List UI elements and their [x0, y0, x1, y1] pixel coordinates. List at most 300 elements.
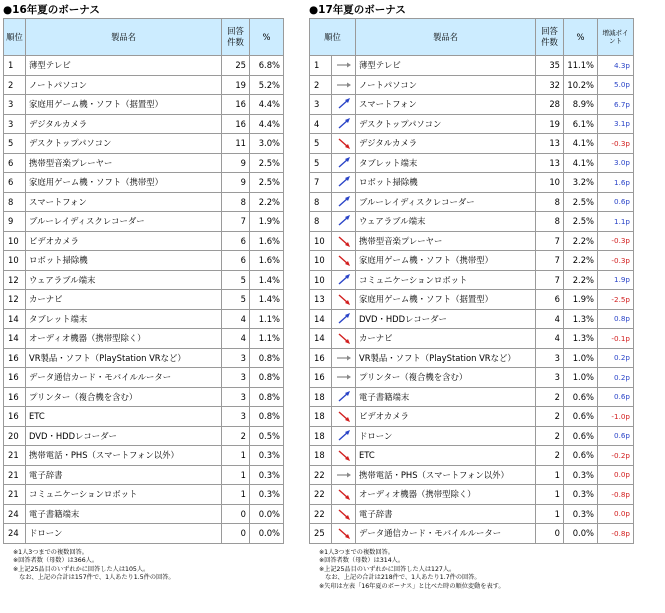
- trend-same-arrow-icon: [332, 56, 356, 76]
- rank-cell: 14: [4, 309, 26, 329]
- change-points-cell: 0.0p: [598, 504, 634, 524]
- product-name-cell: デジタルカメラ: [356, 134, 536, 154]
- count-cell: 8: [222, 192, 250, 212]
- count-cell: 1: [222, 446, 250, 466]
- footnote-line: ※1人3つまでの複数回答。: [319, 548, 394, 556]
- percent-cell: 2.5%: [250, 153, 284, 173]
- percent-cell: 0.6%: [564, 407, 598, 427]
- percent-cell: 10.2%: [564, 75, 598, 95]
- change-points-cell: -0.2p: [598, 446, 634, 466]
- footnotes: [3, 549, 302, 583]
- percent-cell: 0.3%: [564, 504, 598, 524]
- rank-cell: 14: [4, 329, 26, 349]
- trend-down-arrow-icon: [332, 134, 356, 154]
- footnote-line: ※上記25品目のいずれかに回答した人は127人。: [319, 565, 456, 573]
- table-row: [310, 348, 634, 368]
- table-row: [4, 348, 284, 368]
- product-name-cell: ノートパソコン: [26, 75, 222, 95]
- count-cell: 4: [222, 329, 250, 349]
- percent-cell: 0.8%: [250, 387, 284, 407]
- percent-cell: 1.4%: [250, 290, 284, 310]
- percent-cell: 2.5%: [564, 192, 598, 212]
- table-row: [310, 251, 634, 271]
- count-cell: 1: [222, 485, 250, 505]
- header-count: 回答件数: [536, 19, 564, 56]
- percent-cell: 1.9%: [250, 212, 284, 232]
- table-title: ●16年夏のボーナス: [3, 4, 100, 16]
- change-points-cell: 1.9p: [598, 270, 634, 290]
- table-row: [310, 407, 634, 427]
- count-cell: 10: [536, 173, 564, 193]
- footnote-line: なお、上記の合計は218件で、1人あたり1.7件の回答。: [319, 574, 481, 582]
- table-row: [310, 368, 634, 388]
- rank-cell: 10: [4, 251, 26, 271]
- percent-cell: 1.3%: [564, 309, 598, 329]
- table-row: [4, 114, 284, 134]
- table-row: [310, 114, 634, 134]
- product-name-cell: ドローン: [26, 524, 222, 544]
- footnote-line: ※回答者数（母数）は366人。: [13, 557, 99, 565]
- change-points-cell: 3.0p: [598, 153, 634, 173]
- rank-cell: 9: [4, 212, 26, 232]
- change-points-cell: -2.5p: [598, 290, 634, 310]
- ranking-table: [309, 18, 634, 544]
- product-name-cell: VR製品・ソフト（PlayStation VRなど）: [356, 348, 536, 368]
- trend-up-arrow-icon: [332, 173, 356, 193]
- product-name-cell: ウェアラブル端末: [26, 270, 222, 290]
- trend-down-arrow-icon: [332, 485, 356, 505]
- percent-cell: 0.0%: [564, 524, 598, 544]
- product-name-cell: タブレット端末: [356, 153, 536, 173]
- rank-cell: 2: [4, 75, 26, 95]
- table-row: [310, 309, 634, 329]
- percent-cell: 2.2%: [564, 251, 598, 271]
- product-name-cell: デスクトップパソコン: [356, 114, 536, 134]
- rank-cell: 1: [4, 56, 26, 76]
- trend-up-arrow-icon: [332, 270, 356, 290]
- percent-cell: 0.6%: [564, 446, 598, 466]
- product-name-cell: ウェアラブル端末: [356, 212, 536, 232]
- trend-same-arrow-icon: [332, 75, 356, 95]
- rank-cell: 3: [310, 95, 332, 115]
- trend-down-arrow-icon: [332, 407, 356, 427]
- rank-cell: 21: [4, 485, 26, 505]
- header-product: 製品名: [26, 19, 222, 56]
- table-row: [4, 270, 284, 290]
- percent-cell: 2.2%: [564, 270, 598, 290]
- percent-cell: 2.2%: [250, 192, 284, 212]
- count-cell: 0: [222, 504, 250, 524]
- product-name-cell: ビデオカメラ: [356, 407, 536, 427]
- trend-up-arrow-icon: [332, 309, 356, 329]
- count-cell: 5: [222, 270, 250, 290]
- change-points-cell: 0.8p: [598, 309, 634, 329]
- count-cell: 19: [222, 75, 250, 95]
- count-cell: 11: [222, 134, 250, 154]
- table-row: [310, 153, 634, 173]
- rank-cell: 6: [4, 153, 26, 173]
- percent-cell: 4.1%: [564, 153, 598, 173]
- count-cell: 2: [536, 407, 564, 427]
- product-name-cell: スマートフォン: [356, 95, 536, 115]
- table-row: [310, 75, 634, 95]
- product-name-cell: 携帯電話・PHS（スマートフォン以外）: [26, 446, 222, 466]
- change-points-cell: 0.6p: [598, 426, 634, 446]
- change-points-cell: 4.3p: [598, 56, 634, 76]
- table-row: [4, 231, 284, 251]
- count-cell: 7: [536, 251, 564, 271]
- count-cell: 35: [536, 56, 564, 76]
- rank-cell: 2: [310, 75, 332, 95]
- product-name-cell: VR製品・ソフト（PlayStation VRなど）: [26, 348, 222, 368]
- rank-cell: 18: [310, 446, 332, 466]
- product-name-cell: オーディオ機器（携帯型除く）: [356, 485, 536, 505]
- percent-cell: 0.3%: [250, 465, 284, 485]
- percent-cell: 3.0%: [250, 134, 284, 154]
- table-row: [4, 134, 284, 154]
- table-row: [310, 212, 634, 232]
- table-row: [310, 446, 634, 466]
- count-cell: 3: [222, 387, 250, 407]
- header-pct: %: [250, 19, 284, 56]
- percent-cell: 4.4%: [250, 95, 284, 115]
- percent-cell: 1.1%: [250, 309, 284, 329]
- count-cell: 7: [222, 212, 250, 232]
- product-name-cell: 家庭用ゲーム機・ソフト（携帯型）: [356, 251, 536, 271]
- table-row: [4, 95, 284, 115]
- table-row: [4, 504, 284, 524]
- percent-cell: 2.2%: [564, 231, 598, 251]
- trend-down-arrow-icon: [332, 504, 356, 524]
- percent-cell: 0.3%: [250, 446, 284, 466]
- rank-cell: 12: [4, 290, 26, 310]
- header-rank: 順位: [4, 19, 26, 56]
- trend-down-arrow-icon: [332, 251, 356, 271]
- footnote-line: ※1人3つまでの複数回答。: [13, 548, 88, 556]
- product-name-cell: カーナビ: [356, 329, 536, 349]
- percent-cell: 0.8%: [250, 348, 284, 368]
- table-row: [310, 329, 634, 349]
- count-cell: 3: [536, 348, 564, 368]
- rank-cell: 10: [310, 251, 332, 271]
- trend-same-arrow-icon: [332, 465, 356, 485]
- trend-same-arrow-icon: [332, 348, 356, 368]
- change-points-cell: -0.3p: [598, 251, 634, 271]
- count-cell: 19: [536, 114, 564, 134]
- table-row: [4, 173, 284, 193]
- rank-cell: 16: [310, 348, 332, 368]
- percent-cell: 1.4%: [250, 270, 284, 290]
- rank-cell: 24: [4, 524, 26, 544]
- rank-cell: 6: [4, 173, 26, 193]
- rank-cell: 8: [310, 212, 332, 232]
- percent-cell: 0.6%: [564, 387, 598, 407]
- product-name-cell: 家庭用ゲーム機・ソフト（据置型）: [356, 290, 536, 310]
- rank-cell: 16: [4, 348, 26, 368]
- count-cell: 2: [536, 426, 564, 446]
- percent-cell: 1.3%: [564, 329, 598, 349]
- table-row: [4, 387, 284, 407]
- count-cell: 1: [536, 485, 564, 505]
- rank-cell: 24: [4, 504, 26, 524]
- product-name-cell: デスクトップパソコン: [26, 134, 222, 154]
- change-points-cell: 5.0p: [598, 75, 634, 95]
- product-name-cell: ロボット掃除機: [356, 173, 536, 193]
- table-row: [310, 290, 634, 310]
- percent-cell: 0.0%: [250, 504, 284, 524]
- header-pct: %: [564, 19, 598, 56]
- product-name-cell: 電子辞書: [356, 504, 536, 524]
- product-name-cell: ブルーレイディスクレコーダー: [26, 212, 222, 232]
- trend-up-arrow-icon: [332, 387, 356, 407]
- product-name-cell: ETC: [26, 407, 222, 427]
- table-row: [4, 426, 284, 446]
- table-row: [4, 192, 284, 212]
- rank-cell: 20: [4, 426, 26, 446]
- table-row: [4, 446, 284, 466]
- product-name-cell: オーディオ機器（携帯型除く）: [26, 329, 222, 349]
- product-name-cell: DVD・HDDレコーダー: [356, 309, 536, 329]
- percent-cell: 4.4%: [250, 114, 284, 134]
- count-cell: 4: [536, 329, 564, 349]
- count-cell: 0: [222, 524, 250, 544]
- product-name-cell: DVD・HDDレコーダー: [26, 426, 222, 446]
- trend-up-arrow-icon: [332, 95, 356, 115]
- table-title: ●17年夏のボーナス: [309, 4, 406, 16]
- product-name-cell: 電子辞書: [26, 465, 222, 485]
- product-name-cell: タブレット端末: [26, 309, 222, 329]
- product-name-cell: 薄型テレビ: [356, 56, 536, 76]
- table-row: [4, 251, 284, 271]
- count-cell: 16: [222, 114, 250, 134]
- rank-cell: 5: [4, 134, 26, 154]
- count-cell: 9: [222, 153, 250, 173]
- count-cell: 3: [222, 407, 250, 427]
- table-row: [310, 95, 634, 115]
- change-points-cell: 0.0p: [598, 465, 634, 485]
- table-row: [4, 153, 284, 173]
- count-cell: 7: [536, 270, 564, 290]
- percent-cell: 1.0%: [564, 368, 598, 388]
- rank-cell: 5: [310, 153, 332, 173]
- rank-cell: 5: [310, 134, 332, 154]
- change-points-cell: -0.8p: [598, 524, 634, 544]
- change-points-cell: 0.6p: [598, 387, 634, 407]
- product-name-cell: ビデオカメラ: [26, 231, 222, 251]
- table-row: [4, 368, 284, 388]
- percent-cell: 0.0%: [250, 524, 284, 544]
- rank-cell: 7: [310, 173, 332, 193]
- count-cell: 1: [536, 465, 564, 485]
- product-name-cell: プリンター（複合機を含む）: [356, 368, 536, 388]
- percent-cell: 5.2%: [250, 75, 284, 95]
- trend-down-arrow-icon: [332, 231, 356, 251]
- rank-cell: 21: [4, 465, 26, 485]
- trend-up-arrow-icon: [332, 192, 356, 212]
- product-name-cell: 携帯型音楽プレーヤー: [356, 231, 536, 251]
- product-name-cell: 家庭用ゲーム機・ソフト（据置型）: [26, 95, 222, 115]
- count-cell: 13: [536, 153, 564, 173]
- product-name-cell: コミュニケーションロボット: [26, 485, 222, 505]
- table-row: [310, 173, 634, 193]
- footnote-line: なお、上記の合計は157件で、1人あたり1.5件の回答。: [13, 574, 175, 582]
- rank-cell: 13: [310, 290, 332, 310]
- change-points-cell: 0.2p: [598, 368, 634, 388]
- product-name-cell: 携帯電話・PHS（スマートフォン以外）: [356, 465, 536, 485]
- table-row: [310, 56, 634, 76]
- table-row: [310, 524, 634, 544]
- change-points-cell: 1.6p: [598, 173, 634, 193]
- header-row: [4, 19, 284, 56]
- product-name-cell: データ通信カード・モバイルルーター: [26, 368, 222, 388]
- count-cell: 28: [536, 95, 564, 115]
- rank-cell: 22: [310, 465, 332, 485]
- rank-cell: 25: [310, 524, 332, 544]
- change-points-cell: 0.6p: [598, 192, 634, 212]
- rank-cell: 3: [4, 114, 26, 134]
- rank-cell: 10: [4, 231, 26, 251]
- footnote-line: ※上記25品目のいずれかに回答した人は105人。: [13, 565, 150, 573]
- percent-cell: 1.0%: [564, 348, 598, 368]
- table-row: [310, 504, 634, 524]
- header-row: [310, 19, 634, 56]
- rank-cell: 16: [4, 387, 26, 407]
- count-cell: 8: [536, 212, 564, 232]
- table-row: [4, 407, 284, 427]
- percent-cell: 0.3%: [250, 485, 284, 505]
- count-cell: 4: [222, 309, 250, 329]
- percent-cell: 0.3%: [564, 465, 598, 485]
- table-row: [310, 134, 634, 154]
- change-points-cell: -0.1p: [598, 329, 634, 349]
- table-row: [310, 387, 634, 407]
- product-name-cell: カーナビ: [26, 290, 222, 310]
- product-name-cell: ロボット掃除機: [26, 251, 222, 271]
- percent-cell: 1.9%: [564, 290, 598, 310]
- rank-cell: 16: [310, 368, 332, 388]
- product-name-cell: 電子書籍端末: [356, 387, 536, 407]
- product-name-cell: 薄型テレビ: [26, 56, 222, 76]
- table-row: [310, 270, 634, 290]
- rank-cell: 8: [4, 192, 26, 212]
- trend-down-arrow-icon: [332, 290, 356, 310]
- header-rank: 順位: [310, 19, 356, 56]
- percent-cell: 0.5%: [250, 426, 284, 446]
- count-cell: 3: [222, 368, 250, 388]
- change-points-cell: -0.8p: [598, 485, 634, 505]
- footnote-line: ※回答者数（母数）は314人。: [319, 557, 405, 565]
- change-points-cell: 1.1p: [598, 212, 634, 232]
- table-row: [310, 485, 634, 505]
- change-points-cell: 0.2p: [598, 348, 634, 368]
- table-row: [4, 56, 284, 76]
- table-row: [310, 465, 634, 485]
- product-name-cell: デジタルカメラ: [26, 114, 222, 134]
- count-cell: 9: [222, 173, 250, 193]
- rank-cell: 14: [310, 309, 332, 329]
- percent-cell: 0.8%: [250, 368, 284, 388]
- count-cell: 2: [536, 387, 564, 407]
- rank-cell: 18: [310, 426, 332, 446]
- trend-up-arrow-icon: [332, 153, 356, 173]
- percent-cell: 2.5%: [564, 212, 598, 232]
- percent-cell: 6.8%: [250, 56, 284, 76]
- count-cell: 4: [536, 309, 564, 329]
- count-cell: 1: [222, 465, 250, 485]
- percent-cell: 8.9%: [564, 95, 598, 115]
- product-name-cell: ETC: [356, 446, 536, 466]
- percent-cell: 6.1%: [564, 114, 598, 134]
- product-name-cell: ノートパソコン: [356, 75, 536, 95]
- count-cell: 8: [536, 192, 564, 212]
- count-cell: 25: [222, 56, 250, 76]
- change-points-cell: 3.1p: [598, 114, 634, 134]
- table-row: [4, 485, 284, 505]
- table-row: [4, 329, 284, 349]
- rank-cell: 22: [310, 504, 332, 524]
- rank-cell: 12: [4, 270, 26, 290]
- header-points: 増減ポイント: [598, 19, 634, 56]
- change-points-cell: 6.7p: [598, 95, 634, 115]
- rank-cell: 1: [310, 56, 332, 76]
- trend-up-arrow-icon: [332, 426, 356, 446]
- product-name-cell: プリンター（複合機を含む）: [26, 387, 222, 407]
- count-cell: 0: [536, 524, 564, 544]
- change-points-cell: -0.3p: [598, 231, 634, 251]
- rank-cell: 18: [310, 407, 332, 427]
- rank-cell: 16: [4, 407, 26, 427]
- table-row: [310, 192, 634, 212]
- count-cell: 3: [222, 348, 250, 368]
- count-cell: 1: [536, 504, 564, 524]
- count-cell: 6: [222, 231, 250, 251]
- percent-cell: 0.6%: [564, 426, 598, 446]
- product-name-cell: ブルーレイディスクレコーダー: [356, 192, 536, 212]
- count-cell: 7: [536, 231, 564, 251]
- rank-cell: 21: [4, 446, 26, 466]
- footnotes: [309, 549, 661, 592]
- change-points-cell: -0.3p: [598, 134, 634, 154]
- table-row: [4, 75, 284, 95]
- percent-cell: 0.3%: [564, 485, 598, 505]
- rank-cell: 22: [310, 485, 332, 505]
- percent-cell: 1.6%: [250, 231, 284, 251]
- header-count: 回答件数: [222, 19, 250, 56]
- trend-up-arrow-icon: [332, 212, 356, 232]
- product-name-cell: ドローン: [356, 426, 536, 446]
- count-cell: 5: [222, 290, 250, 310]
- product-name-cell: スマートフォン: [26, 192, 222, 212]
- product-name-cell: 家庭用ゲーム機・ソフト（携帯型）: [26, 173, 222, 193]
- percent-cell: 1.1%: [250, 329, 284, 349]
- ranking-table: [3, 18, 284, 544]
- rank-cell: 4: [310, 114, 332, 134]
- rank-cell: 16: [4, 368, 26, 388]
- count-cell: 2: [222, 426, 250, 446]
- table-row: [4, 524, 284, 544]
- percent-cell: 4.1%: [564, 134, 598, 154]
- trend-up-arrow-icon: [332, 114, 356, 134]
- trend-same-arrow-icon: [332, 368, 356, 388]
- table-2016: [3, 3, 302, 583]
- product-name-cell: コミュニケーションロボット: [356, 270, 536, 290]
- table-row: [4, 212, 284, 232]
- change-points-cell: -1.0p: [598, 407, 634, 427]
- product-name-cell: 電子書籍端末: [26, 504, 222, 524]
- percent-cell: 11.1%: [564, 56, 598, 76]
- trend-down-arrow-icon: [332, 329, 356, 349]
- percent-cell: 1.6%: [250, 251, 284, 271]
